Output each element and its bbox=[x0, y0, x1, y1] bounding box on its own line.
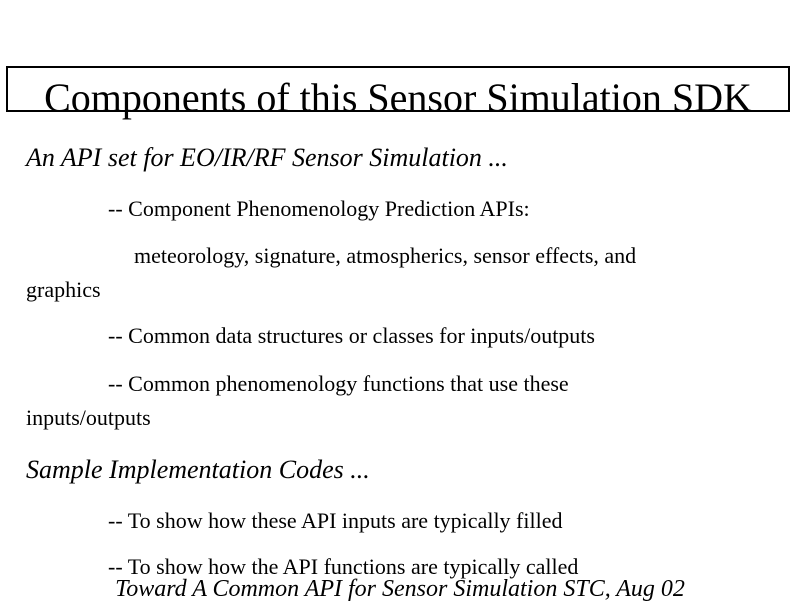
bullet-component-apis: -- Component Phenomenology Prediction APIs: bbox=[108, 196, 530, 221]
slide-footer: Toward A Common API for Sensor Simulation STC, Aug 02 bbox=[115, 576, 685, 602]
bullet-common-functions: -- Common phenomenology functions that use these bbox=[108, 371, 569, 396]
bullet-inputs-filled: -- To show how these API inputs are typically filled bbox=[108, 508, 563, 533]
bullet-component-apis-wrap: graphics bbox=[26, 277, 101, 302]
bullet-functions-called: -- To show how the API functions are typically called bbox=[108, 554, 579, 579]
bullet-common-data-structures: -- Common data structures or classes for inputs/outputs bbox=[108, 323, 595, 348]
bullet-common-functions-wrap: inputs/outputs bbox=[26, 405, 151, 430]
bullet-component-apis-continuation: meteorology, signature, atmospherics, sensor effects, and bbox=[134, 243, 637, 268]
section-heading-api-set: An API set for EO/IR/RF Sensor Simulation ... bbox=[26, 143, 508, 172]
slide-title: Components of this Sensor Simulation SDK bbox=[44, 75, 752, 120]
section-heading-sample-codes: Sample Implementation Codes ... bbox=[26, 455, 370, 484]
